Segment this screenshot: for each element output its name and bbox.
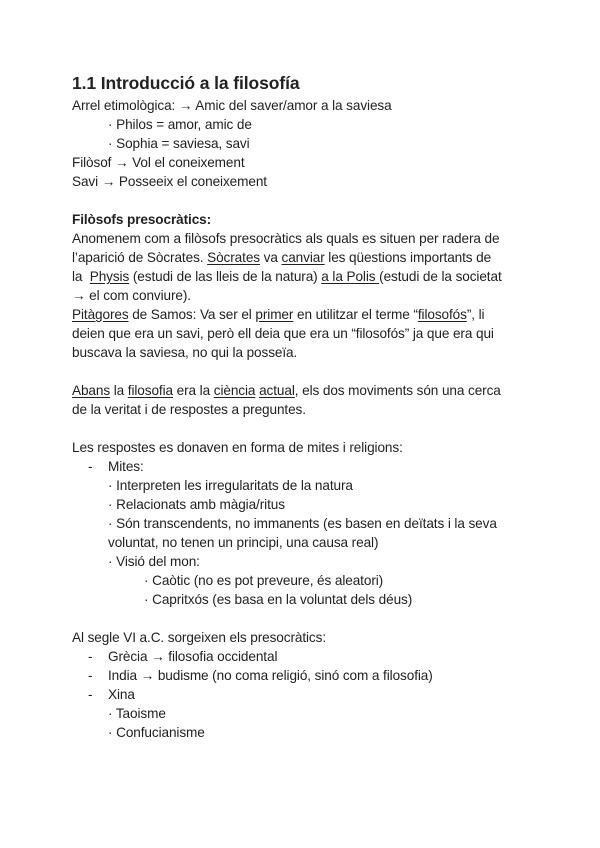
pitagores-line2: deien que era un savi, però ell deia que era un “filosofós” ja que era qui bbox=[72, 326, 494, 341]
underlined-filosofia: filosofia bbox=[127, 383, 173, 398]
savi-line: Savi → Posseeix el coneixement bbox=[72, 174, 267, 189]
page-title: 1.1 Introducció a la filosofía bbox=[72, 73, 300, 93]
list-item-xina bbox=[72, 685, 542, 704]
vision-item-caotic: · Caòtic (no es pot preveure, és aleatori) bbox=[144, 573, 384, 588]
underlined-ciencia: ciència bbox=[213, 383, 256, 398]
mites-item-3-line1: · Són transcendents, no immanents (es basen en deïtats i la seva bbox=[108, 516, 497, 531]
presocratics-p1-line1: Anomenem com a filòsofs presocràtics als quals es situen per radera de bbox=[72, 231, 500, 246]
list-item-india bbox=[72, 666, 542, 685]
list-item-label: India → budisme (no coma religió, sinó com a filosofia) bbox=[108, 668, 433, 683]
respostes-intro: Les respostes es donaven en forma de mites i religions: bbox=[72, 440, 403, 455]
philos-line: · Philos = amor, amic de bbox=[108, 117, 252, 132]
text-run: (estudi de las lleis de la natura) bbox=[129, 269, 322, 284]
spacer bbox=[72, 191, 542, 210]
text-run: , els dos moviments són una cerca bbox=[294, 383, 501, 398]
underlined-filosofos: filosofós bbox=[417, 307, 467, 322]
underlined-canviar: canviar bbox=[281, 250, 325, 265]
etymology-line: Arrel etimològica: → Amic del saver/amor a la saviesa bbox=[72, 98, 392, 113]
spacer bbox=[72, 609, 542, 628]
text-run: les qüestions importants de bbox=[324, 250, 492, 265]
pitagores-line1 bbox=[72, 305, 542, 324]
text-run: en utilitzar el terme “ bbox=[293, 307, 418, 322]
text-run: va bbox=[259, 250, 282, 265]
dash-bullet: - bbox=[88, 687, 93, 702]
text-run: la bbox=[72, 269, 90, 284]
spacer bbox=[72, 419, 542, 438]
underlined-actual: actual bbox=[259, 383, 295, 398]
text-run: de Samos: Va ser el bbox=[128, 307, 256, 322]
sophia-line: · Sophia = saviesa, savi bbox=[108, 136, 250, 151]
mites-item-1 bbox=[72, 476, 542, 495]
underlined-primer: primer bbox=[255, 307, 294, 322]
list-item-label: Mites: bbox=[108, 459, 144, 474]
dash-bullet: - bbox=[88, 668, 93, 683]
segle-intro: Al segle VI a.C. sorgeixen els presocràtics: bbox=[72, 630, 326, 645]
underlined-socrates: Sòcrates bbox=[207, 250, 260, 265]
abans-line2: de la veritat i de respostes a preguntes. bbox=[72, 402, 306, 417]
dash-bullet: - bbox=[88, 649, 93, 664]
vision-item-capritxos: · Capritxós (es basa en la voluntat dels déus) bbox=[144, 592, 413, 607]
presocratics-p1-line4: → el com conviure). bbox=[72, 288, 191, 303]
text-run: l’aparició de Sòcrates. bbox=[72, 250, 208, 265]
mites-item-3-line2: voluntat, no tenen un principi, una causa real) bbox=[108, 535, 379, 550]
underlined-physis: Physis bbox=[89, 269, 130, 284]
underlined-abans: Abans bbox=[72, 383, 111, 398]
list-item-label: Xina bbox=[108, 687, 135, 702]
presocratics-heading: Filòsofs presocràtics: bbox=[72, 212, 212, 227]
underlined-polis: a la Polis bbox=[321, 269, 380, 284]
text-run: (estudi de la societat bbox=[379, 269, 502, 284]
spacer bbox=[72, 362, 542, 381]
text-run: era la bbox=[172, 383, 214, 398]
xina-item-taoisme: · Taoisme bbox=[108, 706, 166, 721]
mites-item-4: · Visió del mon: bbox=[108, 554, 200, 569]
underlined-pitagores: Pitàgores bbox=[72, 307, 129, 322]
filosof-line: Filòsof → Vol el coneixement bbox=[72, 155, 245, 170]
mites-item-2: · Relacionats amb màgia/ritus bbox=[108, 497, 285, 512]
list-item-mites bbox=[72, 457, 542, 476]
dash-bullet: - bbox=[88, 459, 93, 474]
list-item-label: Grècia → filosofia occidental bbox=[108, 649, 278, 664]
document-page bbox=[72, 70, 542, 742]
presocratics-p1-line3 bbox=[72, 267, 542, 286]
presocratics-p1-line2 bbox=[72, 248, 542, 267]
text-run: la bbox=[110, 383, 128, 398]
abans-line1 bbox=[72, 381, 542, 400]
pitagores-line3: buscava la saviesa, no qui la posseïa. bbox=[72, 345, 298, 360]
xina-item-confucianisme: · Confucianisme bbox=[108, 725, 205, 740]
sub-item-text: · Interpreten les irregularitats de la natura bbox=[108, 478, 353, 493]
text-run: ”, li bbox=[466, 307, 485, 322]
list-item-grecia bbox=[72, 647, 542, 666]
